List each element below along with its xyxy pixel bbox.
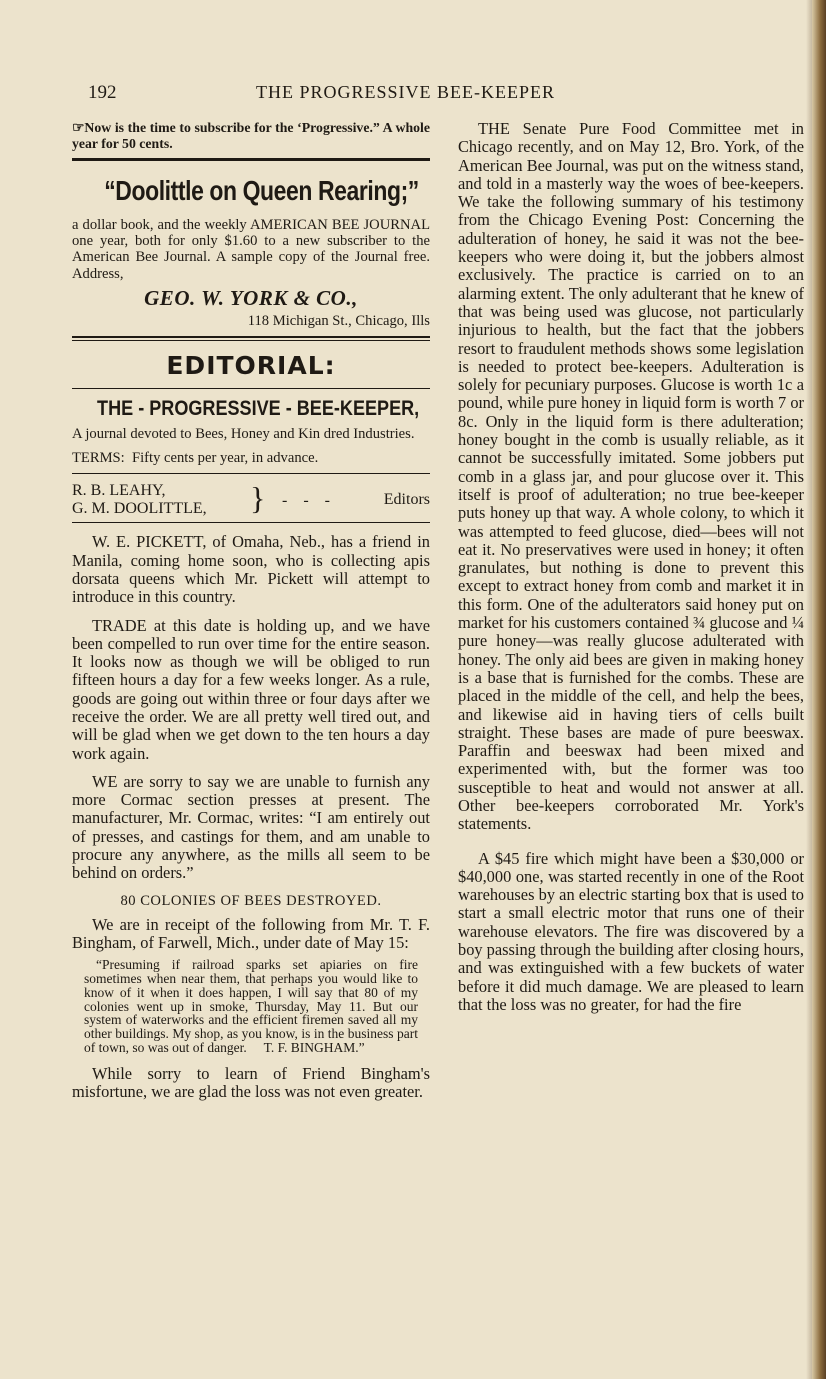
divider: [72, 336, 430, 341]
subscribe-notice: ☞Now is the time to subscribe for the ‘Progressive.” A whole year for 50 cents.: [72, 120, 430, 151]
colonies-destroyed-heading: 80 COLONIES OF BEES DESTROYED.: [120, 892, 382, 909]
paragraph-text: Senate Pure Food Committee met in Chicago recently, and on May 12, Bro. York, of the American Bee Journal, was put on the witness stand, and told in a masterly way the woes of bee-keepers. We take the following summary of his testimony from the Chicago Evening Post: Concerning the adulteration of honey, he said it was not the bee-keepers who were doing it, but the jobbers almost exclusively. The practice is carried on to an alarming extent. The only adulterant that he knew of that was being used was glucose, not particularly injurious to health, but the fact that the jobbers resort to fraudulent methods shows some legislation is needed to protect bee-keepers. Adulteration is solely for pecuniary purposes. Glucose is worth 1c a pound, while pure honey in liquid form is worth 7 or 8c. Only in the liquid form is there adulteration; honey bought in the comb is usually reliable, as it cannot be successfully imitated. Some jobbers put comb in a glass jar, and pour glucose over it. This itself is proof of adulteration; no true bee-keeper puts honey up that way. A whole colony, to which it was attempted to feed glucose, died—bees will not eat it. No preservatives were used in honey; it often granulates, but nothing is done to prevent this except to extract honey from comb and market it in this form. One of the adulterators said honey put on market for his customers contained ¾ glucose and ¼ pure honey—was really glucose adulterated with honey. The only aid bees are given in making honey is a base that is furnished for the combs. These are placed in the middle of the cell, and help the bees, and likewise aid in having tiers of cells built straight. These bases are made of pure beeswax. Paraffin and beeswax had been mixed and experimented with, but the former was too susceptible to heat and would not answer at all. Other bee-keepers corroborated Mr. York's statements.: [458, 119, 804, 834]
editor-leahy: R. B. LEAHY,: [72, 482, 166, 500]
lead-word: WE: [92, 771, 118, 791]
right-column: [458, 120, 804, 1014]
lead-word: TRADE: [92, 615, 147, 635]
divider: [72, 388, 430, 389]
bingham-quote: [84, 958, 418, 1055]
page-number: 192: [88, 82, 117, 103]
paragraph-text: of Omaha, Neb., has a friend in Manila, coming home soon, who is collecting apis dorsata queens which Mr. Pickett will attempt to introduce in this country.: [72, 532, 430, 607]
editors-block: [72, 480, 430, 520]
masthead-subtitle: A journal devoted to Bees, Honey and Kin dred Industries.: [72, 425, 415, 442]
editor-doolittle: G. M. DOOLITTLE,: [72, 500, 207, 518]
paragraph-text: are sorry to say we are unable to furnish any more Cormac section presses at present. The manufacturer, Mr. Cormac, writes: “I am entirely out of presses, and castings for them, and am unable to procure any anywhere, as the mills all seem to be behind on orders.”: [72, 771, 430, 883]
paragraph-bingham: We are in receipt of the following from Mr. T. F. Bingham, of Farwell, Mich., under date of May 15:: [72, 914, 430, 952]
ad-body: a dollar book, and the weekly AMERICAN BEE JOURNAL one year, both for only $1.60 to a new subscriber to the American Bee Journal. A sample copy of the Journal free. Address,: [72, 217, 430, 282]
paragraph-pickett: [72, 533, 430, 606]
left-column: [72, 120, 430, 1101]
ad-address: 118 Michigan St., Chicago, Ills: [247, 312, 430, 329]
editorial-heading: EDITORIAL:: [166, 350, 336, 380]
terms-label: TERMS:: [72, 450, 125, 467]
running-title: THE PROGRESSIVE BEE-KEEPER: [256, 82, 556, 102]
divider: [72, 473, 430, 474]
masthead-terms: [72, 450, 430, 467]
quote-signature: T. F. BINGHAM.”: [263, 1040, 365, 1056]
doolittle-advertisement: [72, 175, 430, 330]
lead-word: W. E. PICKETT,: [92, 532, 207, 552]
ad-title: “Doolittle on Queen Rearing;”: [104, 175, 419, 206]
paragraph-text: at this date is holding up, and we have been compelled to run over time for the entire season. It looks now as though we will be obliged to run fifteen hours a day for a few weeks longer. As a rule, goods are going out within three or four days after we receive the order. We are all pretty well tired out, and will be glad when we get down to the ten hours a day work again.: [72, 615, 430, 763]
terms-text: Fifty cents per year, in advance.: [132, 450, 319, 467]
editors-label: Editors: [383, 491, 430, 509]
brace-glyph: }: [250, 480, 266, 517]
book-binding-edge: [812, 0, 826, 1379]
dash-leader: - - -: [282, 492, 336, 510]
quote-text: “Presuming if railroad sparks set apiaries on fire sometimes when near them, that perhaps you would like to know of it when it does happen, I will say that 80 of my colonies went up in smoke, Thursday, May 11. But our system of waterworks and the efficient firemen saved all my other buildings. My shop, as you know, is in the business part of town, so was out of danger.: [84, 957, 418, 1056]
paragraph-trade: [72, 617, 430, 763]
page-header: [88, 82, 618, 108]
ad-signature: GEO. W. YORK & CO.,: [144, 285, 358, 310]
lead-word: THE: [478, 119, 510, 138]
paragraph-root-fire: A $45 fire which might have been a $30,000 or $40,000 one, was started recently in one of the Root warehouses by an electric starting box that is used to start a small electric motor that runs one of their warehouse elevators. The fire was discovered by a boy passing through the building after closing hours, and was extinguished with a few buckets of water before it did much damage. We are pleased to learn that the loss was no greater, for had the fire: [458, 848, 804, 1014]
divider: [72, 158, 430, 161]
masthead: [72, 397, 430, 524]
masthead-title: THE - PROGRESSIVE - BEE-KEEPER,: [97, 396, 420, 420]
paragraph-senate-committee: [458, 120, 804, 834]
paragraph-cormac: [72, 773, 430, 883]
paragraph-misfortune: While sorry to learn of Friend Bingham's misfortune, we are glad the loss was not even greater.: [72, 1063, 430, 1102]
